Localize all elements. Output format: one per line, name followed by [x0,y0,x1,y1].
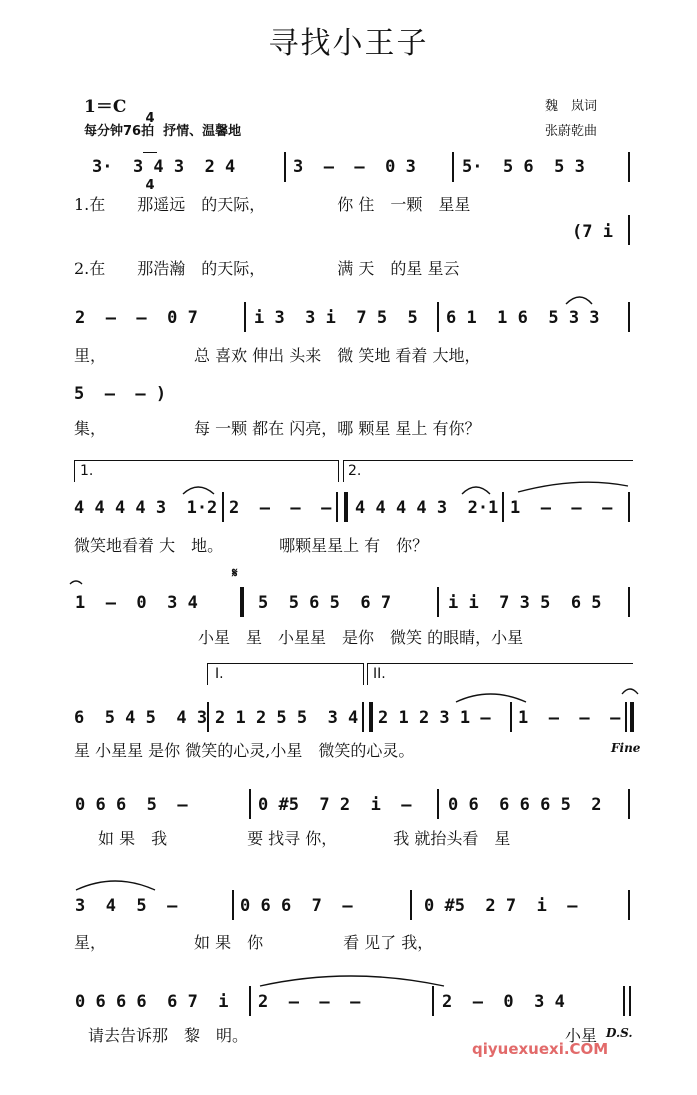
barline [344,492,348,522]
barline [244,302,246,332]
barline [207,702,209,732]
barline [629,986,631,1016]
volta1-bracket [74,460,75,482]
barline [249,789,251,819]
slur [183,487,214,494]
volta-II-label: II. [373,666,386,682]
tie [518,482,628,492]
row4-measure1: 1 – 0 3 4 [75,593,198,613]
barline [437,302,439,332]
barline [628,789,630,819]
row7-measure3: 0 #5 2 7 i – [424,896,578,916]
key-signature: 1＝C [84,97,127,117]
volta-I-label: I. [215,666,224,682]
row4-lyric: 小星 星 小星星 是你 微笑 的眼睛，小星 [198,628,524,647]
row4-measure3: i i 7 3 5 6 5 [448,593,602,613]
barline [222,492,224,522]
volta-II-bracket [367,663,368,685]
fermata [622,689,638,694]
barline [437,789,439,819]
row7-lyric: 星， 如 果 你 看 见了 我， [74,933,434,952]
volta2-bracket [343,460,344,482]
watermark-text: qiyuexuexi.COM [472,1040,609,1058]
row5-lyric: 星 小星星 是你 微笑的心灵,小星 微笑的心灵。 [74,741,415,760]
row3-measure2: 2 – – – [229,498,332,518]
lyricist-credit: 魏 岚词 [545,99,598,114]
barline [628,302,630,332]
tempo-marking: 每分钟76拍 抒情、温馨地 [84,124,242,139]
row1-measure2: 3 – – 0 3 [293,157,416,177]
volta1-label: 1. [80,463,94,479]
volta-I-bracket [207,663,363,664]
song-title: 寻找小王子 [268,26,429,61]
row8-lyric-end: 小星 [565,1026,598,1045]
volta-I-bracket [363,663,364,685]
row6-lyric: 如 果 我 要 找寻 你， 我 就抬头看 星 [98,829,511,848]
row2-lyric-verse2: 集， 每 一颗 都在 闪亮，哪 颗星 星上 有你？ [74,419,481,438]
barline [628,152,630,182]
composer-credit: 张蔚乾曲 [545,124,598,139]
row8-measure1: 0 6 6 6 6 7 i [75,992,229,1012]
row5-measure1: 6 5 4 5 4 3 [74,708,208,728]
segno-sign: 𝄋 [232,566,238,581]
row5-measure4: 1 – – – [518,708,621,728]
time-signature-top: 4 [145,111,155,126]
row2-measure3: 6 1 1 6 5 3 3 [446,308,600,328]
row3-measure1: 4 4 4 4 3 1·2 [74,498,218,518]
volta-I-bracket [207,663,208,685]
row3-lyric: 微笑地看着 大 地。 哪颗星星上 有 你？ [74,536,429,555]
barline [362,702,364,732]
barline [628,890,630,920]
row1-lyric-verse2: 2.在 那浩瀚 的天际， 满 天 的星 星云 [74,259,460,278]
barline [232,890,234,920]
row3-measure4: 1 – – – [510,498,613,518]
barline [369,702,373,732]
row8-measure3: 2 – 0 3 4 [442,992,565,1012]
barline [623,986,625,1016]
row7-measure2: 0 6 6 7 – [240,896,353,916]
slur [76,881,155,890]
barline [437,587,439,617]
row1-lyric-verse1: 1.在 那遥远 的天际， 你 住 一颗 星星 [74,195,471,214]
row1-measure3: 5· 5 6 5 3 [462,157,585,177]
slur [566,297,592,304]
row4-measure2: 5 5 6 5 6 7 [258,593,392,613]
barline [432,986,434,1016]
barline [502,492,504,522]
row5-measure2: 2 1 2 5 5 3 4 [215,708,359,728]
ds-marking: D.S. [606,1026,633,1040]
barline [628,215,630,245]
row8-measure2: 2 – – – [258,992,361,1012]
volta2-bracket [343,460,633,461]
barline [240,587,244,617]
tie [260,976,444,986]
tie [456,694,526,702]
barline [628,492,630,522]
barline [628,587,630,617]
row2-measure2: i 3 3 i 7 5 5 [254,308,418,328]
fine-marking: Fine [611,741,641,755]
row1-measure1: 3· 3 4 3 2 4 [92,157,236,177]
row2-rest-measure: 5 – – ) [74,384,167,404]
row7-measure1: 3 4 5 – [75,896,178,916]
barline [284,152,286,182]
row5-measure3: 2 1 2 3 1 – [378,708,491,728]
row2-measure1: 2 – – 0 7 [75,308,198,328]
row6-measure1: 0 6 6 5 – [75,795,188,815]
tie [70,581,82,584]
row1-pickup-notes: (7 i [572,222,613,242]
volta2-label: 2. [348,463,362,479]
volta1-bracket [338,460,339,482]
barline [410,890,412,920]
barline [510,702,512,732]
barline [249,986,251,1016]
barline [630,702,634,732]
row2-lyric-verse1: 里， 总 喜欢 伸出 头来 微 笑地 看着 大地， [74,346,481,365]
slur [462,487,490,494]
row6-measure2: 0 #5 7 2 i – [258,795,412,815]
barline [625,702,627,732]
volta1-bracket [74,460,338,461]
volta-II-bracket [367,663,633,664]
row3-measure3: 4 4 4 4 3 2·1 [355,498,499,518]
row8-lyric: 请去告诉那 黎 明。 [88,1026,249,1045]
time-signature-bottom: 4 [145,178,155,193]
row6-measure3: 0 6 6 6 6 5 2 [448,795,602,815]
barline [336,492,338,522]
barline [452,152,454,182]
